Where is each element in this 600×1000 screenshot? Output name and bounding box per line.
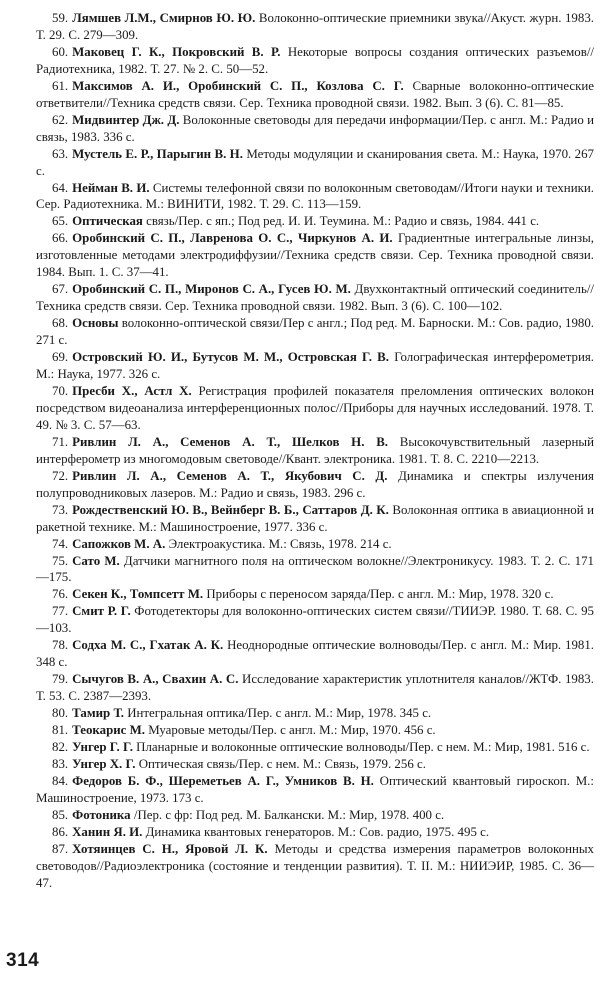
reference-text: Сварные волоконно-оптические ответвители//Техника средств связи. Сер. Техника проводной связи. 1982. Вып. 3 (6). С. 81—85. (36, 78, 594, 110)
reference-text: Волоконно-оптические приемники звука//Акуст. журн. 1983. Т. 29. С. 279—309. (36, 11, 594, 42)
reference-text: Динамика квантовых генераторов. М.: Сов. радио, 1975. 495 с. (145, 824, 490, 839)
reference-number: 69. (52, 350, 69, 365)
reference-authors: Фотоника (72, 807, 131, 822)
reference-entry (36, 637, 594, 671)
reference-text: Волоконные световоды для передачи информации/Пер. с англ. М.: Радио и связь, 1983. 336 с. (36, 112, 594, 144)
reference-number: 86. (52, 824, 69, 839)
reference-text: /Пер. с фр: Под ред. М. Балкански. М.: Мир, 1978. 400 с. (133, 807, 445, 822)
reference-entry (36, 44, 594, 78)
reference-number: 65. (52, 214, 69, 229)
reference-number: 70. (52, 383, 69, 398)
reference-number: 63. (52, 146, 69, 161)
reference-authors: Унгер Х. Г. (72, 756, 136, 771)
reference-number: 60. (52, 44, 69, 59)
reference-authors: Островский Ю. И., Бутусов М. М., Островская Г. В. (72, 350, 389, 365)
reference-authors: Ривлин Л. А., Семенов А. Т., Якубович С. Д. (72, 468, 388, 483)
reference-entry (36, 112, 594, 146)
reference-number: 81. (52, 723, 69, 738)
reference-entry (36, 807, 594, 824)
reference-number: 84. (52, 773, 69, 788)
reference-number: 75. (52, 553, 69, 568)
reference-text: Некоторые вопросы создания оптических разъемов//Радиотехника, 1982. Т. 27. № 2. С. 50—52. (36, 44, 594, 76)
reference-text: Неоднородные оптические волноводы/Пер. с англ. М.: Мир. 1981. 348 с. (36, 638, 594, 670)
reference-text: связь/Пер. с яп.; Под ред. И. И. Теумина. М.: Радио и связь, 1984. 441 с. (146, 214, 540, 229)
reference-number: 73. (52, 502, 69, 517)
reference-text: Высокочувствительный лазерный интерферометр из многомодовым световоде//Квант. электроника. 1981. Т. 8. С. 2210—2213. (36, 434, 594, 466)
reference-text: Голографическая интерферометрия. М.: Наука, 1977. 326 с. (36, 350, 594, 382)
reference-text: Интегральная оптика/Пер. с англ. М.: Мир, 1978. 345 с. (127, 706, 432, 721)
reference-entry (36, 603, 594, 637)
reference-list (36, 10, 594, 892)
reference-entry (36, 78, 594, 112)
reference-number: 77. (52, 604, 69, 619)
reference-authors: Мидвинтер Дж. Д. (72, 112, 180, 127)
reference-authors: Смит Р. Г. (72, 604, 131, 619)
reference-number: 66. (52, 231, 69, 246)
reference-number: 76. (52, 587, 69, 602)
reference-authors: Оптическая (72, 214, 143, 229)
reference-entry (36, 739, 594, 756)
reference-number: 79. (52, 672, 69, 687)
reference-number: 74. (52, 536, 69, 551)
reference-authors: Ханин Я. И. (72, 824, 143, 839)
reference-text: Системы телефонной связи по волоконным световодам//Итоги науки и техники. Сер. Радиотехника. М.: ВИНИТИ, 1982. Т. 29. С. 113—159. (36, 180, 594, 212)
reference-number: 87. (52, 841, 69, 856)
reference-authors: Тамир Т. (72, 706, 124, 721)
reference-text: Планарные и волоконные оптические волноводы/Пер. с нем. М.: Мир, 1981. 516 с. (136, 739, 590, 754)
reference-authors: Нейман В. И. (72, 180, 150, 195)
reference-authors: Лямшев Л.М., Смирнов Ю. Ю. (72, 11, 256, 25)
reference-entry (36, 536, 594, 553)
reference-text: Исследование характеристик уплотнителя каналов//ЖТФ. 1983. Т. 53. С. 2387—2393. (36, 672, 594, 704)
reference-entry (36, 146, 594, 180)
reference-entry (36, 383, 594, 434)
reference-text: Оптический квантовый гироскоп. М.: Машиностроение, 1973. 173 с. (36, 773, 594, 805)
reference-text: Динамика и спектры излучения полупроводниковых лазеров. М.: Радио и связь, 1983. 296 с. (36, 468, 594, 500)
reference-authors: Сато М. (72, 553, 120, 568)
reference-text: Методы модуляции и сканирования света. М.: Наука, 1970. 267 с. (36, 146, 594, 178)
reference-authors: Содха М. С., Гхатак А. К. (72, 638, 224, 653)
reference-text: Регистрация профилей показателя преломления оптических волокон посредством видеоанализа интерференционных полос//Приборы для научных исследований. 1978. Т. 49. № 3. С. 57—63. (36, 383, 594, 432)
reference-entry (36, 230, 594, 281)
reference-authors: Оробинский С. П., Лавренова О. С., Чиркунов А. И. (72, 231, 393, 246)
reference-text: Муаровые методы/Пер. с англ. М.: Мир, 1970. 456 с. (148, 723, 436, 738)
reference-entry (36, 586, 594, 603)
reference-number: 72. (52, 468, 69, 483)
reference-entry (36, 434, 594, 468)
reference-entry (36, 468, 594, 502)
reference-authors: Теокарис М. (72, 723, 146, 738)
reference-text: волоконно-оптической связи/Пер с англ.; Под ред. М. Барноски. М.: Сов. радио, 1980. 271 с. (36, 316, 594, 348)
reference-authors: Федоров Б. Ф., Шереметьев А. Г., Умников В. Н. (72, 773, 374, 788)
reference-number: 61. (52, 78, 69, 93)
reference-entry (36, 773, 594, 807)
reference-number: 68. (52, 316, 69, 331)
reference-authors: Оробинский С. П., Миронов С. А., Гусев Ю. М. (72, 282, 351, 297)
reference-authors: Мустель Е. Р., Парыгин В. Н. (72, 146, 243, 161)
reference-entry (36, 213, 594, 230)
reference-text: Градиентные интегральные линзы, изготовленные методами электродиффузии//Техника средств связи. Сер. Техника проводной связи. 1984. Вып. 1. С. 37—41. (36, 231, 595, 280)
reference-entry (36, 722, 594, 739)
reference-number: 64. (52, 180, 69, 195)
reference-authors: Рождественский Ю. В., Вейнберг В. Б., Саттаров Д. К. (72, 502, 389, 517)
reference-text: Электроакустика. М.: Связь, 1978. 214 с. (168, 536, 392, 551)
reference-authors: Сычугов В. А., Свахин А. С. (72, 672, 239, 687)
reference-entry (36, 502, 594, 536)
reference-text: Фотодетекторы для волоконно-оптических систем связи//ТИИЭР. 1980. Т. 68. С. 95—103. (36, 604, 594, 636)
reference-entry (36, 553, 594, 587)
reference-entry (36, 824, 594, 841)
reference-text: Оптическая связь/Пер. с нем. М.: Связь, 1979. 256 с. (138, 756, 426, 771)
reference-authors: Основы (72, 316, 119, 331)
reference-number: 82. (52, 739, 69, 754)
reference-authors: Маковец Г. К., Покровский В. Р. (72, 44, 281, 59)
reference-number: 83. (52, 756, 69, 771)
reference-authors: Ривлин Л. А., Семенов А. Т., Шелков Н. В. (72, 434, 389, 449)
reference-text: Приборы с переносом заряда/Пер. с англ. М.: Мир, 1978. 320 с. (206, 587, 554, 602)
reference-number: 67. (52, 282, 69, 297)
reference-number: 80. (52, 706, 69, 721)
reference-number: 59. (52, 11, 69, 25)
reference-entry (36, 180, 594, 214)
reference-authors: Унгер Г. Г. (72, 739, 133, 754)
reference-authors: Максимов А. И., Оробинский С. П., Козлова С. Г. (72, 78, 404, 93)
reference-entry (36, 349, 594, 383)
reference-authors: Пресби Х., Астл Х. (72, 383, 192, 398)
reference-entry (36, 10, 594, 44)
reference-number: 71. (52, 434, 69, 449)
reference-entry (36, 671, 594, 705)
reference-entry (36, 756, 594, 773)
reference-entry (36, 315, 594, 349)
reference-entry (36, 705, 594, 722)
reference-entry (36, 281, 594, 315)
reference-authors: Секен К., Томпсетт М. (72, 587, 204, 602)
reference-text: Методы и средства измерения параметров волоконных световодов//Радиоэлектроника (состояние и тенденции развития). Т. II. М.: НИИЭИР, 1985. С. 36—47. (36, 841, 594, 890)
reference-authors: Хотяинцев С. Н., Яровой Л. К. (72, 841, 268, 856)
reference-number: 78. (52, 638, 69, 653)
reference-number: 62. (52, 112, 69, 127)
reference-number: 85. (52, 807, 69, 822)
reference-text: Волоконная оптика в авиационной и ракетной технике. М.: Машиностроение, 1977. 336 с. (36, 502, 594, 534)
page-number: 314 (6, 950, 40, 971)
reference-entry (36, 841, 594, 892)
reference-authors: Сапожков М. А. (72, 536, 166, 551)
reference-text: Датчики магнитного поля на оптическом волокне//Электроникусу. 1983. Т. 2. С. 171—175. (36, 553, 594, 585)
reference-text: Двухконтактный оптический соединитель//Техника средств связи. Сер. Техника проводной связи. 1982. Вып. 3 (6). С. 100—102. (36, 282, 594, 314)
